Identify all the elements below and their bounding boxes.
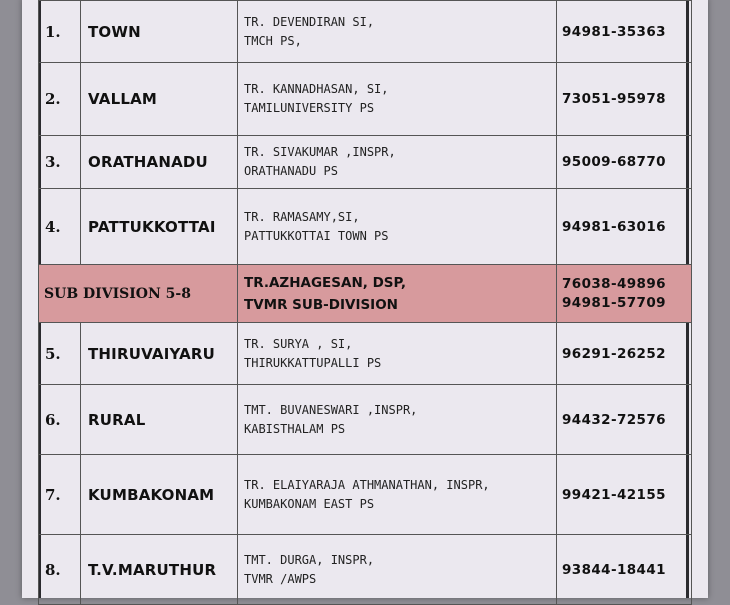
table-row (39, 63, 692, 136)
subdivision-phones (557, 265, 692, 323)
table-row (39, 136, 692, 189)
phone-number: 99421-42155 (557, 455, 692, 535)
table-row (39, 455, 692, 535)
phone-number: 95009-68770 (557, 136, 692, 189)
row-number: 7. (39, 455, 81, 535)
phone-number: 73051-95978 (557, 63, 692, 136)
phone-number: 94432-72576 (557, 385, 692, 455)
row-number: 6. (39, 385, 81, 455)
row-number: 1. (39, 1, 81, 63)
officer-details (238, 455, 557, 535)
table-row (39, 1, 692, 63)
police-station: PATTUKKOTTAI TOWN PS (244, 228, 389, 243)
police-station: KABISTHALAM PS (244, 421, 346, 436)
phone-number: 94981-57709 (562, 294, 666, 311)
table-row (39, 385, 692, 455)
station-name: T.V.MARUTHUR (81, 535, 238, 605)
police-station: TAMILUNIVERSITY PS (244, 101, 375, 115)
officer-name: TR. SIVAKUMAR ,INSPR, (244, 145, 396, 159)
station-name: THIRUVAIYARU (81, 323, 238, 385)
officer-name: TR. RAMASAMY,SI, (244, 209, 360, 224)
officer-details (238, 136, 557, 189)
officer-details (238, 385, 557, 455)
row-number: 5. (39, 323, 81, 385)
table-row (39, 535, 692, 605)
officer-name: TMT. BUVANESWARI ,INSPR, (244, 402, 418, 417)
police-station: THIRUKKATTUPALLI PS (244, 355, 382, 370)
police-station: TMCH PS, (244, 33, 302, 48)
subdivision-name: TVMR SUB-DIVISION (244, 296, 398, 313)
officer-name: TMT. DURGA, INSPR, (244, 552, 375, 567)
station-name: KUMBAKONAM (81, 455, 238, 535)
phone-number: 94981-35363 (557, 1, 692, 63)
subdivision-row (39, 265, 692, 323)
officer-details (238, 535, 557, 605)
station-name: TOWN (81, 1, 238, 63)
station-name: PATTUKKOTTAI (81, 189, 238, 265)
subdivision-label: SUB DIVISION 5-8 (39, 265, 238, 323)
officer-details (238, 1, 557, 63)
row-number: 8. (39, 535, 81, 605)
station-name: ORATHANADU (81, 136, 238, 189)
row-number: 2. (39, 63, 81, 136)
officer-details (238, 63, 557, 136)
table-row (39, 323, 692, 385)
phone-number: 96291-26252 (557, 323, 692, 385)
police-station: TVMR /AWPS (244, 571, 317, 586)
station-name: VALLAM (81, 63, 238, 136)
officer-details (238, 189, 557, 265)
table-row (39, 189, 692, 265)
phone-number: 76038-49896 (562, 275, 666, 292)
row-number: 4. (39, 189, 81, 265)
contact-table (38, 0, 692, 605)
phone-number: 93844-18441 (557, 535, 692, 605)
police-station: ORATHANADU PS (244, 164, 338, 178)
police-station: KUMBAKONAM EAST PS (244, 496, 375, 511)
officer-name: TR. SURYA , SI, (244, 336, 353, 351)
officer-name: TR. KANNADHASAN, SI, (244, 82, 389, 96)
officer-details (238, 323, 557, 385)
row-number: 3. (39, 136, 81, 189)
dsp-name: TR.AZHAGESAN, DSP, (244, 274, 407, 291)
station-name: RURAL (81, 385, 238, 455)
phone-number: 94981-63016 (557, 189, 692, 265)
officer-name: TR. ELAIYARAJA ATHMANATHAN, INSPR, (244, 477, 490, 492)
subdivision-officer (238, 265, 557, 323)
officer-name: TR. DEVENDIRAN SI, (244, 14, 375, 29)
